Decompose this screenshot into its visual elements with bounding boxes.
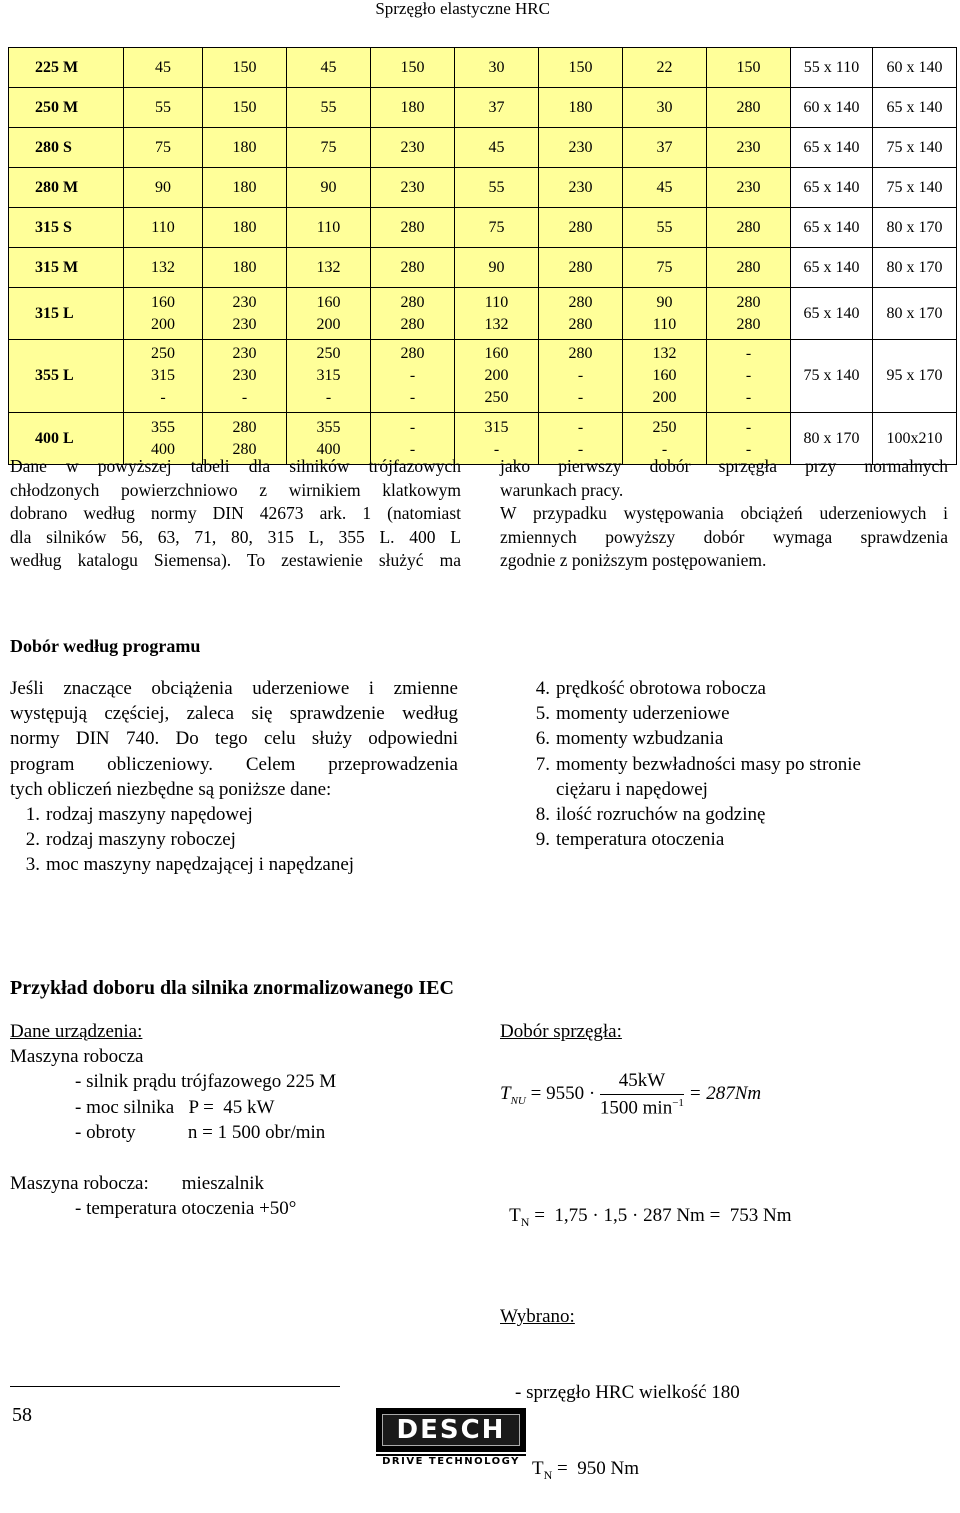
intro-right-line: zgodnie z poniższym postępowaniem.	[500, 550, 767, 570]
program-list-left	[10, 802, 470, 878]
nominal-torque-expression: = 1,75 · 1,5 · 287 Nm = 753 Nm	[529, 1205, 792, 1227]
cell-value: 160	[652, 367, 677, 384]
cell-value: 280	[400, 315, 425, 333]
logo-tagline: DRIVE TECHNOLOGY	[376, 1454, 526, 1468]
table-cell: 55	[623, 208, 707, 248]
nominal-torque-line	[500, 1178, 792, 1235]
page-number: 58	[12, 1404, 32, 1426]
table-cell: 45	[124, 48, 203, 88]
list-item-number: 7.	[535, 753, 550, 775]
cell-values	[623, 292, 706, 336]
cell-values	[287, 417, 370, 461]
list-item	[520, 802, 940, 827]
cell-value: -	[745, 367, 752, 384]
table-cell: 180	[371, 88, 455, 128]
intro-right-line: warunkach pracy.	[500, 479, 624, 500]
table-cell: 90	[287, 168, 371, 208]
formula-result: = 287Nm	[688, 1083, 762, 1105]
cell-value: 110	[652, 315, 677, 333]
intro-right-line: W przypadku występowania obciążeń uderzeniowych i	[500, 503, 948, 523]
table-cell: 75	[287, 128, 371, 168]
cell-value: 132	[652, 345, 677, 362]
table-row	[9, 288, 957, 340]
table-cell: 45	[455, 128, 539, 168]
coupling-selection-title	[500, 1019, 622, 1044]
example-heading: Przykład doboru dla silnika znormalizowanego IEC	[10, 977, 454, 999]
table-cell	[287, 340, 371, 413]
table-cell: 280	[539, 208, 623, 248]
table-row	[9, 88, 957, 128]
table-cell: 180	[539, 88, 623, 128]
cell-value: 280	[400, 345, 425, 362]
list-item-number: 2.	[25, 829, 40, 851]
formula-subscript: NU	[510, 1094, 526, 1107]
list-item-text: rodzaj maszyny napędowej	[46, 804, 253, 825]
table-cell	[623, 340, 707, 413]
program-text-line: tych obliczeń niezbędne są poniższe dane:	[10, 778, 332, 800]
list-item-text: prędkość obrotowa robocza	[556, 678, 766, 699]
program-heading: Dobór według programu	[10, 636, 201, 656]
table-cell: 150	[203, 48, 287, 88]
intro-paragraph-left	[10, 455, 461, 573]
table-row	[9, 340, 957, 413]
cell-values	[539, 343, 622, 409]
footer-divider	[10, 1386, 340, 1387]
cell-values	[455, 343, 538, 409]
table-cell: 230	[707, 128, 791, 168]
list-item-number: 5.	[535, 703, 550, 725]
table-cell: 75	[623, 248, 707, 288]
table-cell: 132	[124, 248, 203, 288]
list-item	[520, 701, 940, 726]
list-item	[10, 852, 470, 877]
formula-denominator-base: 1500 min	[599, 1097, 673, 1119]
cell-value: 250	[151, 345, 175, 362]
cell-value: 200	[316, 315, 341, 333]
device-data-title: Dane urządzenia:	[10, 1021, 143, 1042]
list-item-text: momenty uderzeniowe	[556, 703, 730, 725]
cell-value: 355	[151, 418, 175, 436]
chosen-item: - sprzęgło HRC wielkość 180	[515, 1382, 740, 1404]
cell-value: 280	[568, 345, 593, 362]
cell-value: 355	[316, 418, 341, 436]
nominal-torque-symbol: T	[509, 1205, 521, 1227]
cell-value: -	[160, 389, 166, 406]
shaft-size-cell: 80 x 170	[791, 413, 873, 465]
cell-values	[371, 417, 454, 461]
list-item	[10, 802, 470, 827]
intro-left-line: Dane w powyższej tabeli dla silników trójfazowych	[10, 456, 461, 476]
table-cell: 55	[455, 168, 539, 208]
table-cell: 150	[539, 48, 623, 88]
table-cell: 150	[707, 48, 791, 88]
program-text-line: program obliczeniowy. Celem przeprowadzenia	[10, 753, 458, 775]
cell-value: -	[325, 389, 332, 406]
table-cell: 230	[539, 168, 623, 208]
table-cell: 45	[287, 48, 371, 88]
cell-value: 400	[316, 440, 341, 458]
machine2-label: Maszyna robocza:	[10, 1173, 149, 1194]
chosen-title: Wybrano:	[500, 1306, 575, 1328]
shaft-size-cell: 65 x 140	[873, 88, 957, 128]
cell-value: 280	[232, 418, 257, 436]
table-cell	[124, 340, 203, 413]
cell-values	[707, 343, 790, 409]
shaft-size-cell: 60 x 140	[791, 88, 873, 128]
list-item-text: rodzaj maszyny roboczej	[46, 829, 236, 851]
chosen-coupling	[500, 1254, 740, 1513]
motor-size-cell: 400 L	[9, 413, 124, 465]
example-device-data	[10, 1019, 480, 1145]
program-paragraph	[10, 676, 458, 802]
device-data-item: - moc silnika P = 45 kW	[75, 1096, 275, 1118]
cell-value: 315	[484, 418, 509, 436]
cell-value: 400	[151, 440, 175, 458]
coupling-selection-title-text: Dobór sprzęgła:	[500, 1021, 622, 1042]
cell-value: 230	[232, 367, 257, 384]
cell-value: 280	[736, 315, 761, 333]
table-cell: 230	[707, 168, 791, 208]
intro-right-line: zmiennych powyższy dobór wymaga sprawdzenia	[500, 526, 948, 547]
cell-values	[371, 343, 454, 409]
cell-value: 280	[232, 440, 257, 458]
intro-paragraph-right	[500, 455, 948, 573]
table-cell: 90	[124, 168, 203, 208]
table-row	[9, 248, 957, 288]
table-cell: 37	[455, 88, 539, 128]
cell-values	[203, 343, 286, 409]
nominal-torque-subscript: N	[520, 1215, 530, 1229]
shaft-size-cell: 75 x 140	[873, 168, 957, 208]
list-item-number: 4.	[535, 678, 550, 699]
table-cell: 37	[623, 128, 707, 168]
cell-value: -	[745, 418, 752, 436]
table-cell: 30	[623, 88, 707, 128]
table-cell: 150	[371, 48, 455, 88]
cell-value: 315	[151, 367, 175, 384]
shaft-size-cell: 100x210	[873, 413, 957, 465]
machine2-value: mieszalnik	[181, 1173, 265, 1194]
shaft-size-cell: 65 x 140	[791, 208, 873, 248]
motor-size-cell: 280 S	[9, 128, 124, 168]
motor-size-cell: 250 M	[9, 88, 124, 128]
temperature-line: - temperatura otoczenia +50°	[75, 1198, 297, 1220]
example-machine-data	[10, 1171, 480, 1221]
desch-logo	[376, 1408, 526, 1466]
formula-symbol: T	[500, 1083, 511, 1105]
formula-denominator	[600, 1095, 684, 1119]
cell-value: -	[409, 389, 416, 406]
cell-value: -	[661, 440, 668, 458]
device-data-item: - obroty n = 1 500 obr/min	[75, 1121, 326, 1143]
cell-value: 280	[736, 293, 761, 311]
table-cell	[203, 340, 287, 413]
cell-values	[203, 417, 286, 461]
cell-values	[287, 343, 370, 409]
table-cell	[455, 288, 539, 340]
intro-left-line: chłodzonych powierzchniowo z wirnikiem klatkowym	[10, 479, 461, 500]
table-cell	[707, 288, 791, 340]
table-cell: 75	[124, 128, 203, 168]
program-text-line: występują częściej, zaleca się sprawdzenie według	[10, 703, 458, 725]
table-cell: 75	[455, 208, 539, 248]
formula-fraction	[600, 1070, 684, 1119]
cell-values	[455, 417, 538, 461]
shaft-size-cell: 75 x 140	[791, 340, 873, 413]
cell-value: 230	[232, 315, 257, 333]
table-cell	[203, 288, 287, 340]
formula-numerator: 45kW	[600, 1070, 684, 1095]
cell-value: 90	[656, 293, 673, 311]
intro-left-line: dobrano według normy DIN 42673 ark. 1 (natomiast	[10, 503, 461, 523]
cell-values	[124, 343, 202, 409]
cell-values	[371, 292, 454, 336]
cell-values	[455, 292, 538, 336]
table-cell: 55	[124, 88, 203, 128]
motor-size-cell: 315 M	[9, 248, 124, 288]
list-item-text: temperatura otoczenia	[556, 829, 725, 851]
table-cell	[371, 288, 455, 340]
program-text-line: Jeśli znaczące obciążenia uderzeniowe i zmienne	[10, 678, 458, 699]
cell-value: -	[577, 440, 584, 458]
cell-value: 200	[151, 315, 175, 333]
program-list-right	[520, 676, 940, 852]
cell-value: 315	[316, 367, 341, 384]
cell-values	[707, 417, 790, 461]
list-item-number: 8.	[535, 804, 550, 826]
cell-values	[203, 292, 286, 336]
table-cell: 180	[203, 128, 287, 168]
motor-size-cell: 315 L	[9, 288, 124, 340]
chosen-torque-subscript: N	[543, 1467, 553, 1482]
table-cell: 280	[539, 248, 623, 288]
list-item	[520, 726, 940, 751]
list-item	[10, 827, 470, 852]
cell-values	[707, 292, 790, 336]
list-item-number: 6.	[535, 728, 550, 750]
list-item	[520, 676, 940, 701]
list-item-text: moc maszyny napędzającej i napędzanej	[46, 854, 355, 876]
shaft-size-cell: 65 x 140	[791, 248, 873, 288]
cell-values	[623, 343, 706, 409]
chosen-torque	[500, 1456, 740, 1488]
cell-value: 280	[400, 293, 425, 311]
cell-value: 110	[484, 293, 509, 311]
torque-formula	[500, 1070, 761, 1119]
cell-value: 200	[652, 389, 677, 406]
table-cell: 90	[455, 248, 539, 288]
page-header-title: Sprzęgło elastyczne HRC	[375, 0, 550, 18]
intro-right-line: jako pierwszy dobór sprzęgła przy normalnych	[500, 456, 948, 476]
table-cell: 110	[124, 208, 203, 248]
table-row	[9, 128, 957, 168]
table-cell: 150	[203, 88, 287, 128]
cell-value: 250	[652, 418, 677, 436]
shaft-size-cell: 80 x 170	[873, 248, 957, 288]
cell-value: -	[409, 367, 416, 384]
list-item-text: ilość rozruchów na godzinę	[556, 804, 766, 826]
table-cell: 280	[371, 248, 455, 288]
formula-equals: = 9550 ·	[530, 1083, 596, 1105]
motor-size-cell: 280 M	[9, 168, 124, 208]
table-cell	[287, 288, 371, 340]
shaft-size-cell: 95 x 170	[873, 340, 957, 413]
table-cell: 180	[203, 248, 287, 288]
cell-value: 230	[232, 293, 257, 311]
cell-values	[539, 292, 622, 336]
cell-value: -	[493, 440, 500, 458]
cell-value: 230	[232, 345, 257, 362]
motor-size-cell: 315 S	[9, 208, 124, 248]
table-cell	[124, 288, 203, 340]
table-cell	[539, 340, 623, 413]
machine-label: Maszyna robocza	[10, 1046, 144, 1068]
cell-value: 160	[151, 293, 175, 311]
shaft-size-cell: 65 x 140	[791, 168, 873, 208]
table-row	[9, 208, 957, 248]
list-item	[520, 827, 940, 852]
table-cell: 230	[539, 128, 623, 168]
shaft-size-cell: 65 x 140	[791, 128, 873, 168]
cell-value: -	[409, 418, 416, 436]
cell-value: -	[745, 440, 752, 458]
shaft-size-cell: 80 x 170	[873, 288, 957, 340]
table-cell: 280	[707, 88, 791, 128]
machine2-line	[10, 1171, 480, 1196]
cell-value: -	[577, 389, 584, 406]
cell-value: 280	[568, 293, 593, 311]
table-cell: 110	[287, 208, 371, 248]
cell-value: 280	[568, 315, 593, 333]
cell-values	[124, 417, 202, 461]
table-cell: 230	[371, 168, 455, 208]
logo-wordmark: DESCH	[382, 1414, 520, 1446]
list-item-number: 9.	[535, 829, 550, 851]
intro-left-line: według katalogu Siemensa). To zestawienie służyć ma	[10, 550, 461, 570]
list-item-number: 3.	[25, 854, 40, 876]
shaft-size-cell: 65 x 140	[791, 288, 873, 340]
table-cell	[455, 340, 539, 413]
table-cell: 30	[455, 48, 539, 88]
cell-value: 250	[484, 389, 509, 406]
table-cell: 280	[371, 208, 455, 248]
table-row	[9, 168, 957, 208]
table-cell	[707, 340, 791, 413]
cell-values	[124, 292, 202, 336]
cell-value: -	[745, 345, 752, 362]
cell-value: 200	[484, 367, 509, 384]
table-cell: 22	[623, 48, 707, 88]
coupling-selection-table	[8, 47, 957, 465]
chosen-torque-value: = 950 Nm	[552, 1457, 639, 1479]
cell-value: -	[241, 389, 248, 406]
table-cell: 280	[707, 248, 791, 288]
list-item	[520, 752, 940, 802]
cell-values	[287, 292, 370, 336]
motor-size-cell: 355 L	[9, 340, 124, 413]
shaft-size-cell: 55 x 110	[791, 48, 873, 88]
table-cell	[623, 288, 707, 340]
shaft-size-cell: 60 x 140	[873, 48, 957, 88]
table-row	[9, 48, 957, 88]
cell-values	[623, 417, 706, 461]
table-cell: 180	[203, 208, 287, 248]
list-item-number: 1.	[25, 804, 40, 825]
cell-value: 160	[316, 293, 341, 311]
cell-value: 160	[484, 345, 509, 362]
list-item-text-continued: ciężaru i napędowej	[556, 778, 708, 800]
cell-value: -	[745, 389, 752, 406]
shaft-size-cell: 75 x 140	[873, 128, 957, 168]
table-cell	[371, 340, 455, 413]
table-cell	[539, 288, 623, 340]
table-cell: 55	[287, 88, 371, 128]
table-cell: 280	[707, 208, 791, 248]
motor-size-cell: 225 M	[9, 48, 124, 88]
list-item-text: momenty wzbudzania	[556, 728, 724, 750]
list-item-text: momenty bezwładności masy po stronie	[556, 753, 861, 775]
chosen-torque-symbol: T	[532, 1457, 544, 1479]
cell-value: -	[409, 440, 416, 458]
table-cell: 180	[203, 168, 287, 208]
program-text-line: normy DIN 740. Do tego celu służy odpowiedni	[10, 728, 458, 750]
shaft-size-cell: 80 x 170	[873, 208, 957, 248]
device-data-item: - silnik prądu trójfazowego 225 M	[75, 1071, 337, 1093]
table-cell: 230	[371, 128, 455, 168]
formula-denominator-exponent: −1	[672, 1097, 684, 1109]
cell-value: -	[577, 418, 584, 436]
table-cell: 45	[623, 168, 707, 208]
cell-value: -	[577, 367, 584, 384]
logo-frame	[376, 1408, 526, 1452]
table-cell: 132	[287, 248, 371, 288]
cell-value: 250	[316, 345, 341, 362]
cell-values	[539, 417, 622, 461]
cell-value: 132	[484, 315, 509, 333]
intro-left-line: dla silników 56, 63, 71, 80, 315 L, 355 L. 400 L	[10, 526, 461, 547]
